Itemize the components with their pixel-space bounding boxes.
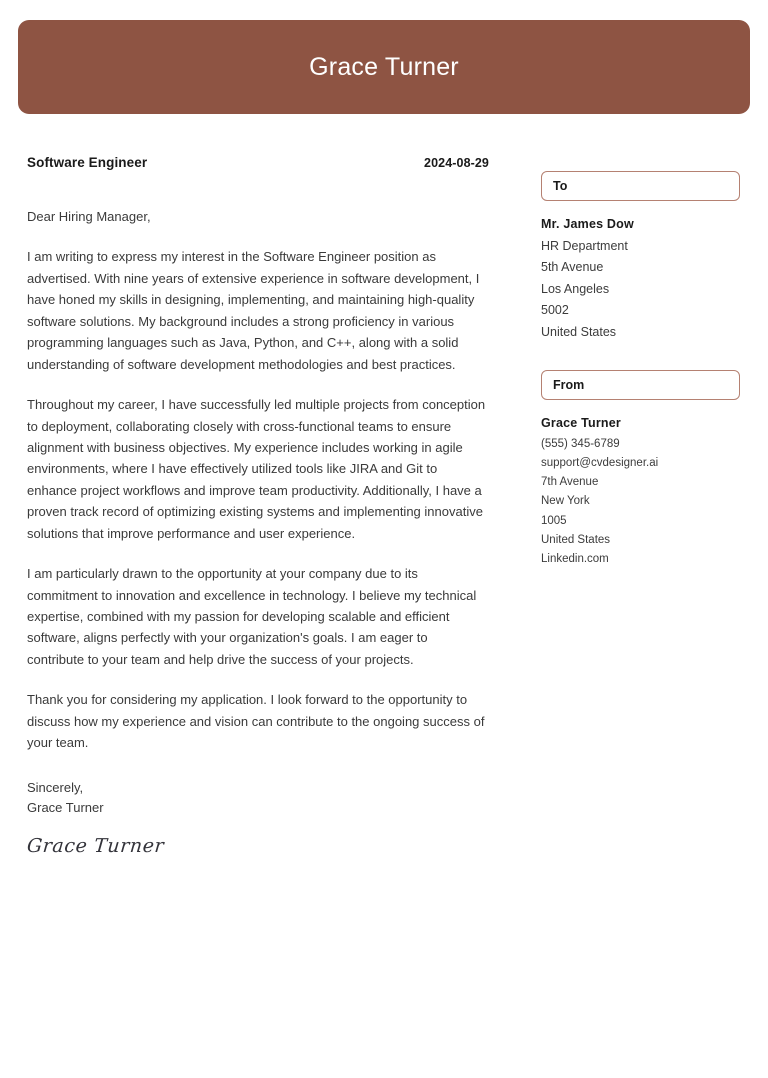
recipient-name: Mr. James Dow — [541, 217, 634, 231]
letter-meta-row — [27, 155, 489, 170]
recipient-line: 5th Avenue — [541, 260, 604, 274]
recipient-address — [541, 214, 740, 343]
to-box — [541, 171, 740, 201]
sender-email: support@cvdesigner.ai — [541, 456, 659, 469]
closing-name: Grace Turner — [27, 800, 104, 816]
recipient-line: HR Department — [541, 238, 628, 253]
letter-paragraph: I am writing to express my interest in the Software Engineer position as advertised. With nine years of extensive experience in software development, I have honed my skills in designing, implementing, and maintaining high-quality software solutions. My background includes a strong proficiency in various programming languages such as Java, Python, and C++, along with a solid understanding of software development methodologies and best practices. — [27, 249, 480, 372]
from-box — [541, 370, 740, 400]
from-label: From — [553, 378, 585, 392]
sidebar-column — [541, 171, 740, 570]
recipient-line: Los Angeles — [541, 281, 610, 296]
salutation: Dear Hiring Manager, — [27, 209, 151, 224]
to-label: To — [553, 179, 568, 193]
letter-column — [27, 155, 487, 857]
from-box-wrapper — [541, 370, 740, 400]
letter-date: 2024-08-29 — [424, 156, 489, 170]
letter-paragraph: I am particularly drawn to the opportunity at your company due to its commitment to innovation and excellence in technology. I believe my technical expertise, combined with my passion for developing scalable and efficient software, aligns perfectly with your organization's goals. I am eager to contribute to your team and help drive the success of your projects. — [27, 566, 477, 667]
header-banner — [18, 20, 750, 114]
sender-line: 1005 — [541, 514, 567, 527]
signature: Grace Turner — [26, 834, 166, 857]
recipient-line: United States — [541, 324, 617, 339]
sender-name: Grace Turner — [541, 416, 621, 430]
letter-paragraph: Thank you for considering my application. I look forward to the opportunity to discuss how my experience and vision can contribute to the ongoing success of your team. — [27, 692, 485, 751]
sender-website: Linkedin.com — [541, 553, 609, 566]
sender-phone: (555) 345-6789 — [541, 437, 620, 450]
letter-closing — [27, 778, 487, 819]
sender-address — [541, 413, 740, 570]
letter-paragraph: Throughout my career, I have successfully led multiple projects from conception to deployment, collaborating closely with cross-functional teams to ensure alignment with business objectives. My experience includes working in agile environments, where I have effectively utilized tools like JIRA and Git to enhance project workflows and improve team productivity. Additionally, I have a proven track record of optimizing existing systems and implementing innovative solutions that improve performance and user experience. — [27, 397, 486, 541]
recipient-line: 5002 — [541, 303, 569, 317]
sender-line: United States — [541, 534, 611, 547]
job-title: Software Engineer — [27, 155, 148, 170]
sender-line: New York — [541, 495, 590, 508]
sender-line: 7th Avenue — [541, 476, 599, 489]
closing-phrase: Sincerely, — [27, 779, 84, 795]
page-title: Grace Turner — [309, 52, 459, 81]
